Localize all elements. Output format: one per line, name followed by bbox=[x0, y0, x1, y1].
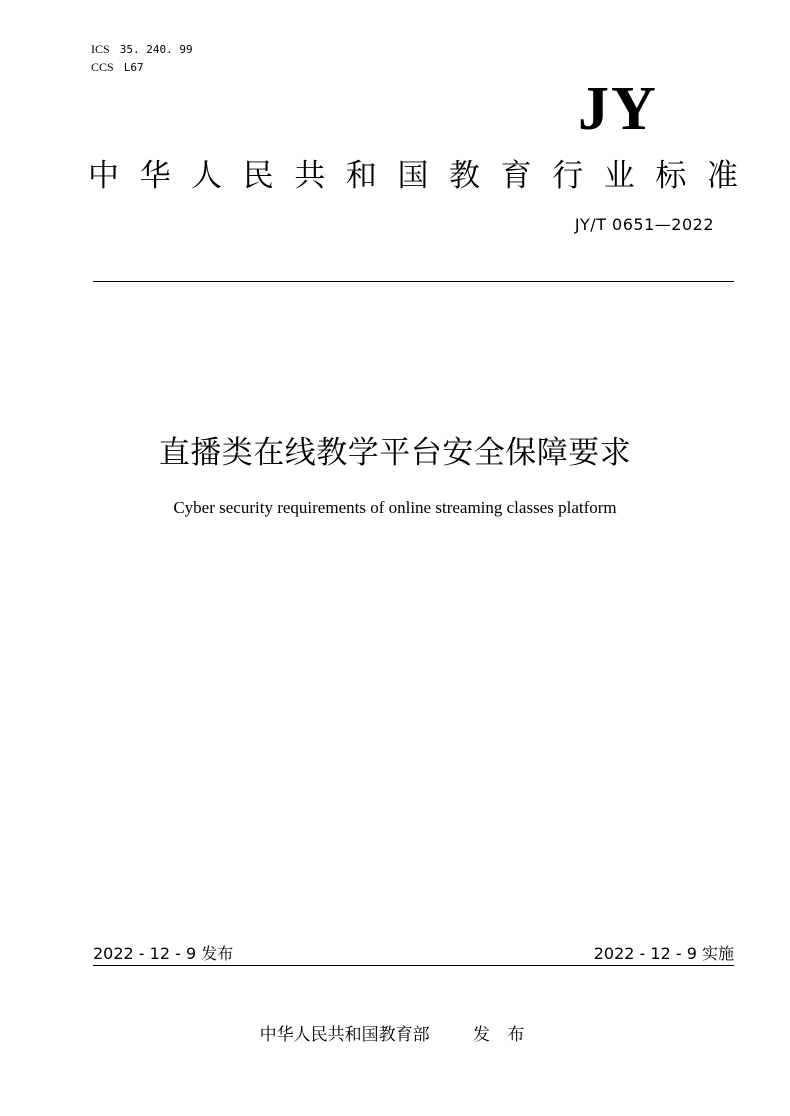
standard-category-char: 准 bbox=[706, 157, 738, 194]
ccs-line bbox=[91, 56, 193, 74]
classification-block bbox=[91, 38, 193, 74]
ics-line bbox=[91, 38, 193, 56]
header-divider bbox=[93, 281, 734, 282]
standard-category-char: 人 bbox=[191, 157, 223, 194]
standard-category-char: 和 bbox=[345, 157, 377, 194]
ics-label: ICS bbox=[91, 42, 110, 56]
standard-category-char: 育 bbox=[500, 157, 532, 194]
standard-category-char: 国 bbox=[397, 157, 429, 194]
standard-category-char: 教 bbox=[449, 157, 481, 194]
standard-category-char: 共 bbox=[294, 157, 326, 194]
standard-category-title bbox=[88, 148, 738, 196]
footer-divider bbox=[93, 965, 734, 966]
issuer-organization: 中华人民共和国教育部 bbox=[259, 1025, 430, 1045]
issuer-action: 发 布 bbox=[473, 1025, 531, 1045]
issuer-row bbox=[0, 1020, 790, 1045]
standard-category-char: 民 bbox=[242, 157, 274, 194]
standard-category-char: 华 bbox=[139, 157, 171, 194]
ics-value: 35. 240. 99 bbox=[119, 43, 193, 56]
ccs-value: L67 bbox=[123, 61, 144, 74]
issue-date: 2022 - 12 - 9 发布 bbox=[93, 944, 234, 963]
standard-category-char: 中 bbox=[88, 157, 119, 194]
standard-category-char: 行 bbox=[552, 157, 584, 194]
document-title-cn: 直播类在线教学平台安全保障要求 bbox=[158, 435, 632, 471]
ccs-label: CCS bbox=[91, 60, 114, 74]
implementation-date: 2022 - 12 - 9 实施 bbox=[593, 944, 734, 963]
standard-logo: JY bbox=[578, 75, 658, 143]
standard-category-char: 业 bbox=[603, 157, 635, 194]
standard-number: JY/T 0651—2022 bbox=[574, 215, 714, 234]
document-title-en: Cyber security requirements of online streaming classes platform bbox=[173, 498, 617, 517]
standard-category-char: 标 bbox=[655, 157, 687, 194]
